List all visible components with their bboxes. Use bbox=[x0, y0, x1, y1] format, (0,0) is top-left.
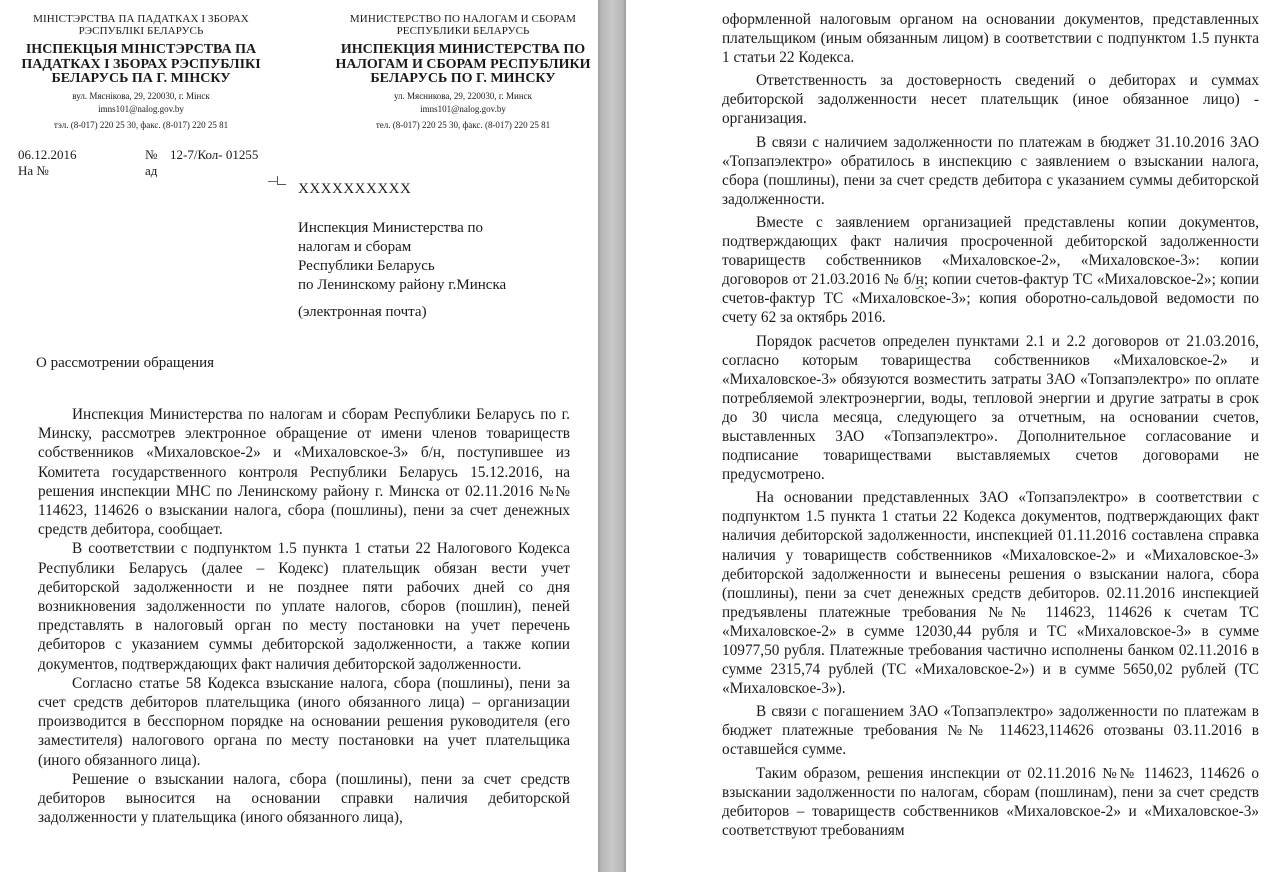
letter-subject: О рассмотрении обращения bbox=[36, 355, 215, 371]
number-label: № bbox=[145, 147, 158, 162]
phone-by: тэл. (8-017) 220 25 30, факс. (8-017) 220 25 81 bbox=[53, 119, 229, 130]
document-page-right bbox=[626, 0, 1280, 872]
paragraph-continuation: оформленной налоговым органом на основании документов, представленных плательщиком (иным обязанным лицом) в соответствии с подпунктом 1.5 пункта 1 статьи 22 Кодекса. bbox=[722, 11, 1259, 67]
spellcheck-mark: н bbox=[915, 271, 924, 289]
ministry-name-ru: МИНИСТЕРСТВО ПО НАЛОГАМ И СБОРАМ РЕСПУБЛИКИ БЕЛАРУСЬ bbox=[349, 13, 577, 37]
outgoing-number: 12-7/Кол- 01255 bbox=[170, 147, 259, 162]
addressee-line-1: Инспекция Министерства по bbox=[298, 220, 484, 236]
outgoing-date: 06.12.2016 bbox=[18, 147, 77, 162]
body-text-left bbox=[38, 405, 570, 827]
paragraph bbox=[722, 213, 1259, 328]
paragraph: В соответствии с подпунктом 1.5 пункта 1 статьи 22 Налогового Кодекса Республики Беларусь (далее – Кодекс) плательщик обязан вести учет дебиторской задолженности и не позднее пяти рабочих дней со дня возникновения задолженности по уплате налогов, сборов (пошлин), пеней представлять в налоговый орган по месту постановки на учет перечень дебиторов с указанием суммы дебиторской задолженности, а также копии документов, подтверждающих факт наличия дебиторской задолженности. bbox=[38, 540, 570, 673]
addressee-line-4: по Ленинскому району г.Минска bbox=[298, 277, 507, 293]
addressee-line-3: Республики Беларусь bbox=[298, 258, 435, 274]
reference-date-label: ад bbox=[145, 163, 158, 178]
document-page-left bbox=[0, 0, 598, 872]
paragraph: Согласно статье 58 Кодекса взыскание налога, сбора (пошлины), пени за счет средств дебиторов плательщика (иного обязанного лица) – организации производится в бесспорном порядке на основании решения руководителя (его заместителя) налогового органа по месту постановки на учет плательщика (иного обязанного лица). bbox=[38, 674, 570, 769]
letterhead-russian bbox=[330, 13, 596, 131]
address-by: вул. Мяснікова, 29, 220030, г. Мінск bbox=[72, 90, 210, 101]
addressee-line-2: налогам и сборам bbox=[298, 239, 412, 255]
page-gutter bbox=[598, 0, 626, 872]
letterhead-belarusian bbox=[16, 13, 266, 131]
paragraph: Ответственность за достоверность сведений о дебиторах и суммах дебиторской задолженности несет плательщик (иное обязанное лицо) - организация. bbox=[722, 72, 1259, 128]
paragraph: Порядок расчетов определен пунктами 2.1 и 2.2 договоров от 21.03.2016, согласно которым товарищества собственников «Михаловское-2» и «Михаловское-3» обязуются возместить затраты ЗАО «Топзапэлектро» по оплате потребляемой электроэнергии, воды, тепловой энергии и другие затраты в срок до 30 числа месяца, следующего за отчетным, на основании счетов, выставленных ЗАО «Топзапэлектро». Дополнительное согласование и подписание товариществами выставляемых счетов договорами не предусмотрено. bbox=[722, 332, 1259, 484]
paragraph: Таким образом, решения инспекции от 02.11.2016 №№ 114623, 114626 о взыскании задолженности по налогам, сборам (пошлинам), пени за счет средств дебиторов – товариществ собственников «Михаловское-2» и «Михаловское-3» соответствуют требованиям bbox=[722, 764, 1259, 839]
body-text-right bbox=[722, 10, 1259, 840]
paragraph-part: Вместе с заявлением организацией представлены копии документов, подтверждающих факт наличия просроченной дебиторской задолженности товариществ собственников «Михаловское-2», «Михаловское-3»: копии договоров от 21.03.2016 № б/ bbox=[722, 213, 1259, 289]
phone-ru: тел. (8-017) 220 25 30, факс. (8-017) 220 25 81 bbox=[375, 119, 551, 130]
paragraph-part: ; копии счетов-фактур ТС «Михаловское-2»; копии счетов-фактур ТС «Михаловское-3»; копия оборотно-сальдовой ведомости по счету 62 за октябрь 2016. bbox=[722, 271, 1260, 327]
inspection-name-ru: ИНСПЕКЦИЯ МИНИСТЕРСТВА ПО НАЛОГАМ И СБОРАМ РЕСПУБЛИКИ БЕЛАРУСЬ ПО Г. МИНСКУ bbox=[335, 42, 591, 86]
ministry-name-by: МІНІСТЭРСТВА ПА ПАДАТКАХ І ЗБОРАХ РЭСПУБЛІКІ БЕЛАРУСЬ bbox=[33, 13, 249, 37]
delivery-method: (электронная почта) bbox=[298, 304, 427, 320]
inspection-name-by: ІНСПЕКЦЫЯ МІНІСТЭРСТВА ПА ПАДАТКАХ І ЗБОРАХ РЭСПУБЛІКІ БЕЛАРУСЬ ПА Г. МІНСКУ bbox=[21, 42, 261, 86]
email-ru: imns101@nalog.gov.by bbox=[420, 103, 506, 114]
address-ru: ул. Мясникова, 29, 220030, г. Минск bbox=[393, 90, 533, 101]
paragraph: Инспекция Министерства по налогам и сборам Республики Беларусь по г. Минску, рассмотрев электронное обращение от имени членов товариществ собственников «Михаловское-2» и «Михаловское-3» б/н, поступившее из Комитета государственного контроля Республики Беларусь 15.12.2016, на решения инспекции МНС по Ленинскому району г. Минска от 02.11.2016 №№ 114623, 114626 о взыскании налога, сбора (пошлины), пени за счет денежных средств дебитора, сообщает. bbox=[38, 406, 570, 539]
text-boundary-line bbox=[268, 181, 278, 183]
paragraph: В связи с наличием задолженности по платежам в бюджет 31.10.2016 ЗАО «Топзапэлектро» обратилось в инспекцию с заявлением о взыскании налога, сбора (пошлины), пени за счет средств дебитора с указанием суммы дебиторской задолженности. bbox=[722, 133, 1259, 208]
paragraph: В связи с погашением ЗАО «Топзапэлектро» задолженности по платежам в бюджет платежные требования №№ 114623,114626 отозваны 03.11.2016 в оставшейся сумме. bbox=[722, 703, 1259, 759]
paragraph: Решение о взыскании налога, сбора (пошлины), пени за счет средств дебиторов выносится на основании справки наличия дебиторской задолженности у плательщика (иного обязанного лица), bbox=[38, 770, 570, 827]
reference-label: На № bbox=[18, 163, 49, 178]
addressee-name: ХХХХХХХХХХ bbox=[298, 181, 412, 197]
email-by: imns101@nalog.gov.by bbox=[98, 103, 184, 114]
paragraph: На основании представленных ЗАО «Топзапэлектро» в соответствии с подпунктом 1.5 пункта 1 статьи 22 Кодекса документов, подтверждающих факт наличия дебиторской задолженности, инспекцией 01.11.2016 составлена справка наличия у товариществ собственников «Михаловское-2» и «Михаловское-3» дебиторской задолженности и вынесены решения о взыскании налога, сбора (пошлины), пени за счет денежных средств дебиторов. 02.11.2016 инспекцией предъявлены платежные требования №№ 114623, 114626 к счетам ТС «Михаловское-2» в сумме 12030,44 рубля и ТС «Михаловское-3» в сумме 10977,50 рубля. Платежные требования частично исполнены банком 02.11.2016 в сумме 2315,74 рублей (ТС «Михаловское-2») и в сумме 5650,02 рублей (ТС «Михаловское-3»). bbox=[722, 489, 1259, 698]
text-boundary-corner bbox=[277, 176, 286, 185]
